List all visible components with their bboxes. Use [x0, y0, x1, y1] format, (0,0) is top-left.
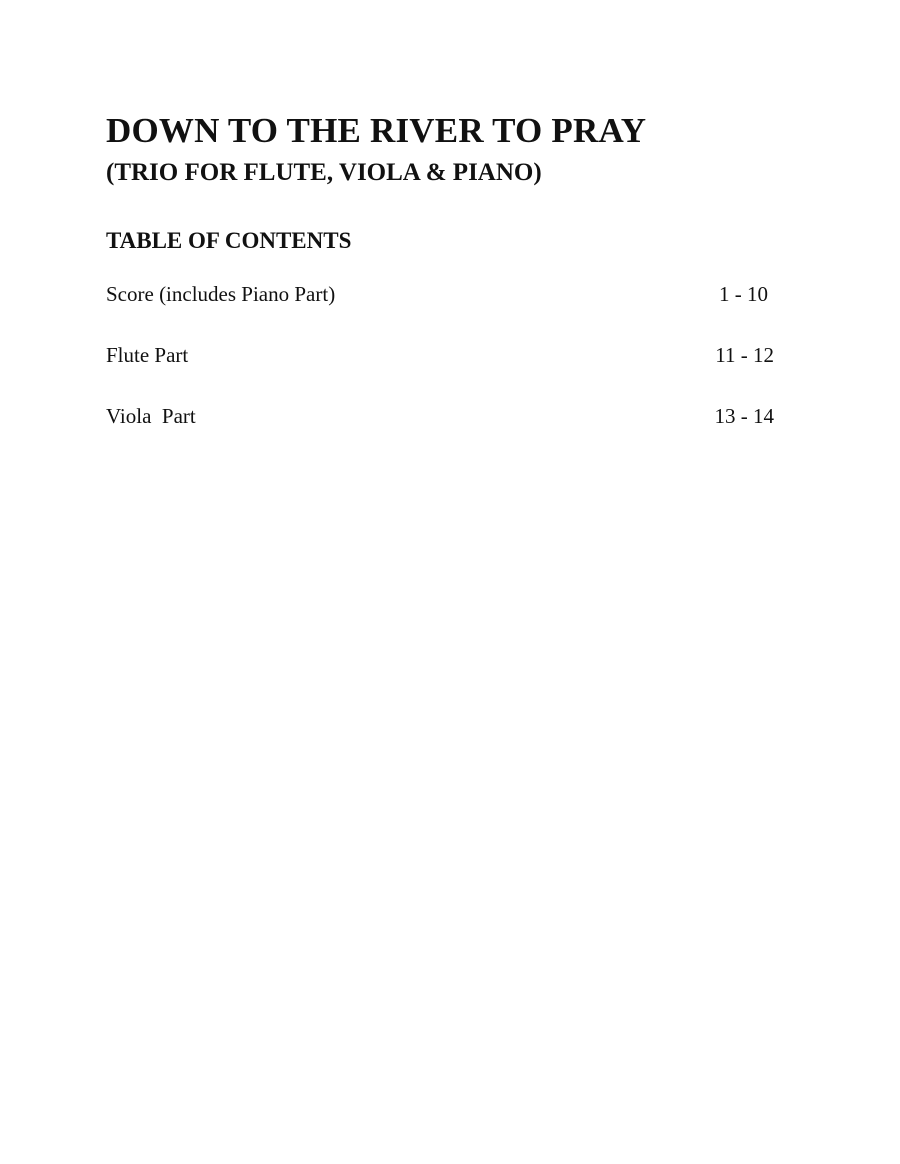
table-of-contents — [106, 280, 774, 463]
toc-entry-label: Flute Part — [106, 343, 189, 367]
document-subtitle: (TRIO FOR FLUTE, VIOLA & PIANO) — [106, 159, 542, 186]
toc-entry-pages: 13 - 14 — [714, 404, 774, 428]
toc-entry-pages: 11 - 12 — [715, 343, 774, 367]
toc-entry-flute — [106, 341, 774, 402]
document-title: DOWN TO THE RIVER TO PRAY — [106, 111, 647, 150]
toc-entry-pages: 1 - 10 — [719, 282, 768, 306]
toc-entry-score — [106, 280, 774, 341]
toc-entry-label: Viola Part — [106, 404, 196, 428]
toc-entry-viola — [106, 402, 774, 463]
toc-entry-label: Score (includes Piano Part) — [106, 282, 336, 306]
toc-heading: TABLE OF CONTENTS — [106, 228, 352, 253]
